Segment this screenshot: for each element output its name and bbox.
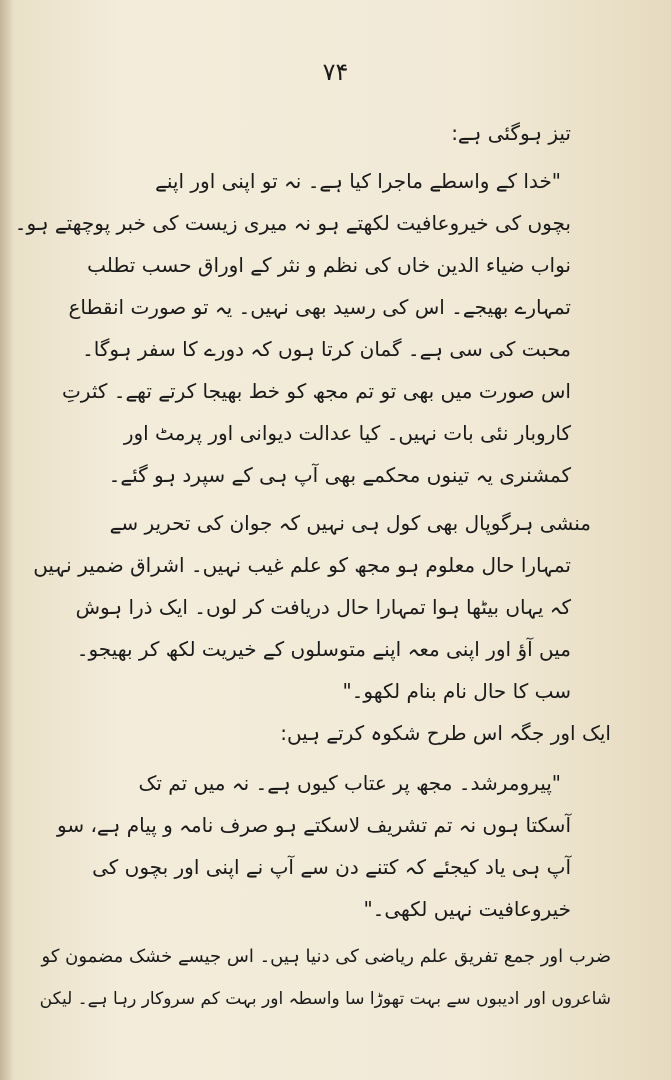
- text-line: آسکتا ہوں نہ تم تشریف لاسکتے ہو صرف نامہ و پیام ہے، سو: [57, 813, 571, 837]
- text-line: سب کا حال نام بنام لکھو۔": [342, 679, 571, 703]
- text-line: اس صورت میں بھی تو تم مجھ کو خط بھیجا کرتے تھے۔ کثرتِ: [61, 379, 571, 403]
- text-line: نواب ضیاء الدین خاں کی نظم و نثر کے اوراق حسب تطلب: [87, 253, 571, 277]
- page-edge-shadow: [0, 0, 14, 1080]
- text-line: "خدا کے واسطے ماجرا کیا ہے۔ نہ تو اپنی اور اپنے: [155, 169, 561, 193]
- text-line: تیز ہوگئی ہے:: [451, 121, 571, 145]
- text-line: کمشنری یہ تینوں محکمے بھی آپ ہی کے سپرد ہو گئے۔: [108, 463, 571, 487]
- text-line: تمہارا حال معلوم ہو مجھ کو علم غیب نہیں۔ اشراق ضمیر نہیں: [33, 553, 571, 577]
- text-line: تمہارے بھیجے۔ اس کی رسید بھی نہیں۔ یہ تو صورت انقطاع: [68, 295, 571, 319]
- text-line: محبت کی سی ہے۔ گمان کرتا ہوں کہ دورے کا سفر ہوگا۔: [82, 337, 571, 361]
- page-number: ۷۴: [322, 58, 349, 86]
- text-line: آپ ہی یاد کیجئے کہ کتنے دن سے آپ نے اپنی اور بچوں کی: [92, 855, 571, 879]
- text-line: "پیرومرشد۔ مجھ پر عتاب کیوں ہے۔ نہ میں تم تک: [138, 771, 561, 795]
- text-line: بچوں کی خیروعافیت لکھتے ہو نہ میری زیست کی خبر پوچھتے ہو۔: [14, 211, 571, 235]
- text-line: میں آؤ اور اپنی معہ اپنے متوسلوں کے خیریت لکھ کر بھیجو۔: [76, 637, 571, 661]
- text-line: شاعروں اور ادیبوں سے بہت تھوڑا سا واسطہ اور بہت کم سروکار رہا ہے۔ لیکن: [39, 989, 611, 1009]
- text-line: منشی ہرگوپال بھی کول ہی نہیں کہ جوان کی تحریر سے: [109, 511, 591, 535]
- text-line: ایک اور جگہ اس طرح شکوہ کرتے ہیں:: [280, 721, 611, 745]
- text-line: خیروعافیت نہیں لکھی۔": [363, 897, 571, 921]
- text-line: کہ یہاں بیٹھا ہوا تمہارا حال دریافت کر لوں۔ ایک ذرا ہوش: [75, 595, 571, 619]
- text-line: کاروبار نئی بات نہیں۔ کیا عدالت دیوانی اور پرمٹ اور: [123, 421, 571, 445]
- text-line: ضرب اور جمع تفریق علم ریاضی کی دنیا ہیں۔ اس جیسے خشک مضمون کو: [41, 946, 611, 967]
